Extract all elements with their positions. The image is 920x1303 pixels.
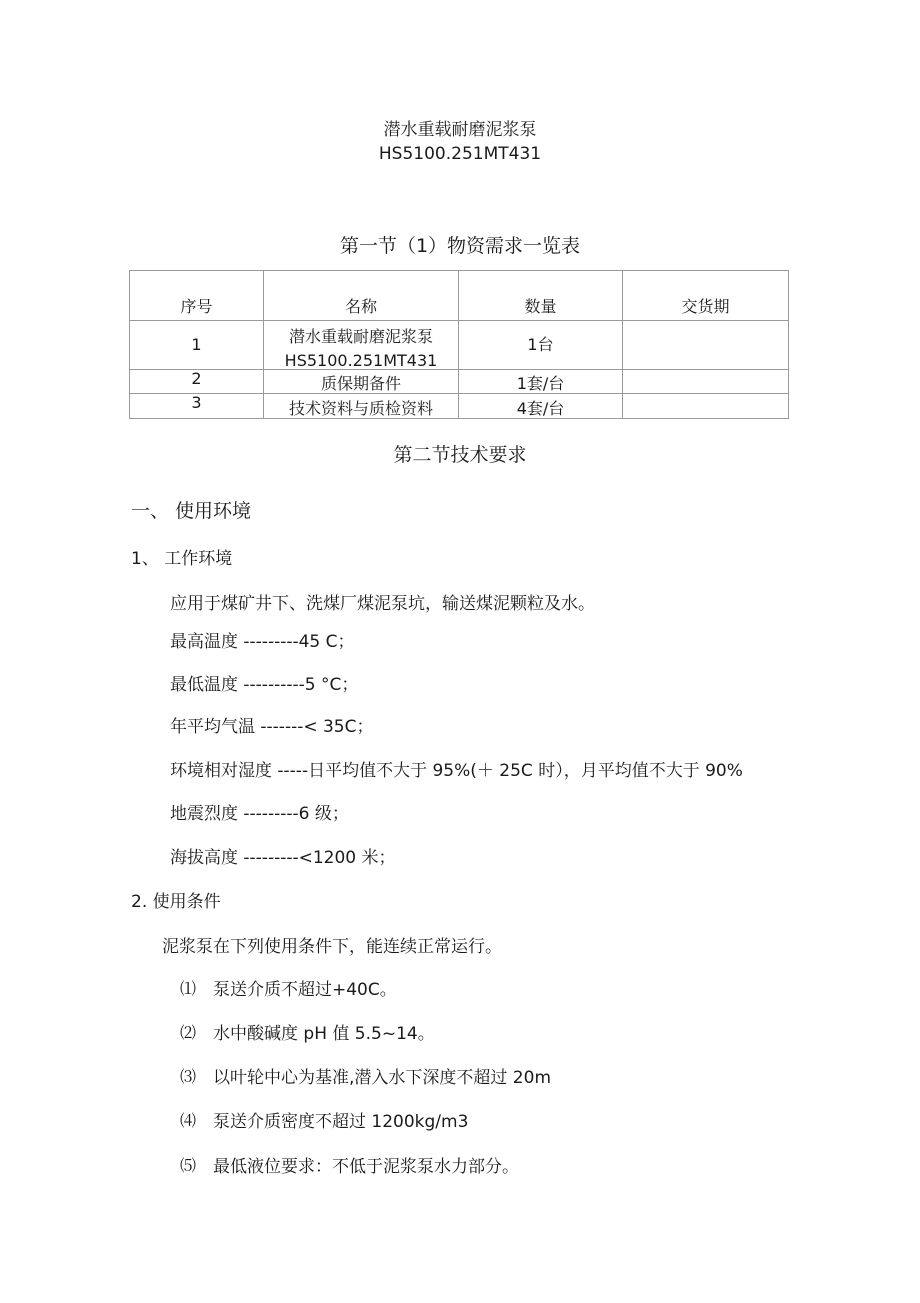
table-row: [130, 321, 789, 370]
env-item: 应用于煤矿井下、洗煤厂煤泥泵坑，输送煤泥颗粒及水。: [170, 594, 595, 614]
cell-no: 3: [130, 394, 264, 419]
document-title: 潜水重载耐磨泥浆泵: [383, 120, 537, 140]
cell-delivery: [623, 370, 789, 394]
cond-intro: 泥浆泵在下列使用条件下，能连续正常运行。: [162, 937, 502, 957]
cond-item-number: ⑴: [180, 979, 197, 998]
header-cell-qty: 数量: [459, 271, 623, 321]
cell-name: [264, 321, 459, 370]
cond-item-number: ⑸: [180, 1156, 197, 1175]
table-row: [130, 394, 789, 419]
table-header-row: [130, 271, 789, 321]
section2-heading: 第二节技术要求: [393, 444, 527, 466]
requirements-table: [129, 270, 789, 419]
cond-item-text: 最低液位要求：不低于泥浆泵水力部分。: [213, 1157, 519, 1177]
cond-item-text: 水中酸碱度 pH 值 5.5~14。: [213, 1024, 435, 1044]
env-item: 最低温度 ----------5 °C；: [170, 675, 359, 695]
cond-title: 2. 使用条件: [131, 892, 221, 912]
cell-name: 质保期备件: [264, 370, 459, 394]
table-row: [130, 370, 789, 394]
cell-no: 2: [130, 370, 264, 394]
env-item: 环境相对湿度 -----日平均值不大于 95%(＋ 25C 时），月平均值不大于 90%: [170, 761, 743, 781]
cell-qty: 1台: [459, 321, 623, 370]
env-item: 海拔高度 ---------<1200 米；: [170, 848, 396, 868]
document-model: HS5100.251MT431: [378, 144, 542, 164]
env-item: 年平均气温 -------< 35C；: [170, 717, 374, 737]
header-cell-name: 名称: [264, 271, 459, 321]
cond-item-number: ⑷: [180, 1111, 197, 1130]
cond-item-text: 以叶轮中心为基准,潜入水下深度不超过 20m: [213, 1068, 551, 1088]
env-item: 地震烈度 ---------6 级；: [170, 804, 349, 824]
cell-qty: 1套/台: [459, 370, 623, 394]
cond-item-text: 泵送介质密度不超过 1200kg/m3: [213, 1112, 469, 1132]
part1-title: 一、 使用环境: [131, 500, 252, 522]
section1-heading: 第一节（1）物资需求一览表: [339, 235, 581, 257]
cell-delivery: [623, 394, 789, 419]
cell-delivery: [623, 321, 789, 370]
cond-item-number: ⑶: [180, 1067, 197, 1086]
cond-item-number: ⑵: [180, 1023, 197, 1042]
cell-no: 1: [130, 321, 264, 370]
cell-qty: 4套/台: [459, 394, 623, 419]
cond-item-text: 泵送介质不超过+40C。: [213, 980, 397, 1000]
header-cell-delivery: 交货期: [623, 271, 789, 321]
env-title: 1、 工作环境: [131, 549, 233, 569]
env-item: 最高温度 ---------45 C；: [170, 632, 355, 652]
header-cell-no: 序号: [130, 271, 264, 321]
cell-name: 技术资料与质检资料: [264, 394, 459, 419]
cell-name-line1: 潜水重载耐磨泥浆泵: [288, 327, 433, 346]
cell-name-line2: HS5100.251MT431: [284, 351, 438, 369]
